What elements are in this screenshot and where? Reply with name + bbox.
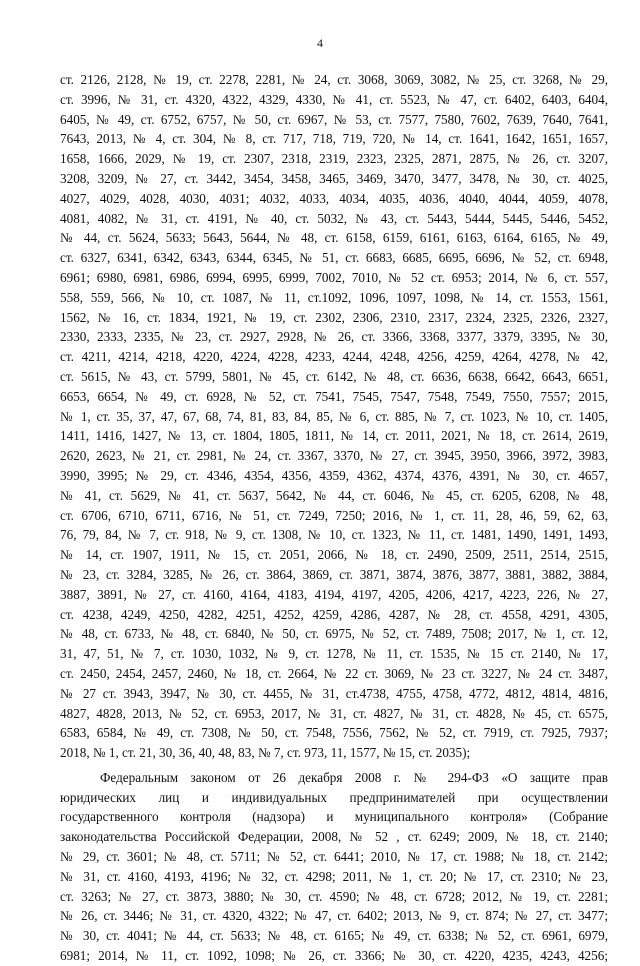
text-line: 1562, № 16, ст. 1834, 1921, № 19, ст. 2302, 2306, 2310, 2317, 2324, 2325, 2326, 2327, [60, 309, 608, 325]
text-line: 3208, 3209, № 27, ст. 3442, 3454, 3458, 3465, 3469, 3470, 3477, 3478, № 30, ст. 4025, [60, 170, 608, 186]
text-line: 6961; 6980, 6981, 6986, 6994, 6995, 6999, 7002, 7010, № 52 ст. 6953; 2014, № 6, ст. 557, [60, 269, 608, 285]
text-line: 3990, 3995; № 29, ст. 4346, 4354, 4356, 4359, 4362, 4374, 4376, 4391, № 30, ст. 4657, [60, 467, 608, 483]
text-line: 558, 559, 566, № 10, ст. 1087, № 11, ст.1092, 1096, 1097, 1098, № 14, ст. 1553, 1561, [60, 289, 608, 305]
text-line: 31, 47, 51, № 7, ст. 1030, 1032, № 9, ст. 1278, № 11, ст. 1535, № 15 ст. 2140, № 17, [60, 646, 608, 662]
text-line: № 29, ст. 3601; № 48, ст. 5711; № 52, ст. 6441; 2010, № 17, ст. 1988; № 18, ст. 2142; [60, 849, 608, 865]
text-line: 76, 79, 84, № 7, ст. 918, № 9, ст. 1308, № 10, ст. 1323, № 11, ст. 1481, 1490, 1491, 1493, [60, 527, 608, 543]
text-line: 6981; 2014, № 11, ст. 1092, 1098; № 26, ст. 3366; № 30, ст. 4220, 4235, 4243, 4256; [60, 948, 608, 964]
text-line: № 23, ст. 3284, 3285, № 26, ст. 3864, 3869, ст. 3871, 3874, 3876, 3877, 3881, 3882, 3884, [60, 566, 608, 582]
document-body [60, 70, 608, 966]
text-line: 7643, 2013, № 4, ст. 304, № 8, ст. 717, 718, 719, 720, № 14, ст. 1641, 1642, 1651, 1657, [60, 131, 608, 147]
text-line: № 31, ст. 4160, 4193, 4196; № 32, ст. 4298; 2011, № 1, ст. 20; № 17, ст. 2310; № 23, [60, 868, 608, 884]
text-line: 3887, 3891, № 27, ст. 4160, 4164, 4183, 4194, 4197, 4205, 4206, 4217, 4223, 226, № 27, [60, 586, 608, 602]
text-line: ст. 3996, № 31, ст. 4320, 4322, 4329, 4330, № 41, ст. 5523, № 47, ст. 6402, 6403, 6404, [60, 91, 608, 107]
text-line: ст. 5615, № 43, ст. 5799, 5801, № 45, ст. 6142, № 48, ст. 6636, 6638, 6642, 6643, 6651, [60, 368, 608, 384]
text-line: 4027, 4029, 4028, 4030, 4031; 4032, 4033, 4034, 4035, 4036, 4040, 4044, 4059, 4078, [60, 190, 608, 206]
text-line: 6405, № 49, ст. 6752, 6757, № 50, ст. 6967, № 53, ст. 7577, 7580, 7602, 7639, 7640, 7641, [60, 111, 608, 127]
text-line: ст. 6706, 6710, 6711, 6716, № 51, ст. 7249, 7250; 2016, № 1, ст. 11, 28, 46, 59, 62, 63, [60, 507, 608, 523]
text-line: № 1, ст. 35, 37, 47, 67, 68, 74, 81, 83, 84, 85, № 6, ст. 885, № 7, ст. 1023, № 10, ст. 1405, [60, 408, 608, 424]
text-line: ст. 2126, 2128, № 19, ст. 2278, 2281, № 24, ст. 3068, 3069, 3082, № 25, ст. 3268, № 29, [60, 72, 608, 87]
text-line: 6653, 6654, № 49, ст. 6928, № 52, ст. 7541, 7545, 7547, 7548, 7549, 7550, 7557; 2015, [60, 388, 608, 404]
text-line: № 14, ст. 1907, 1911, № 15, ст. 2051, 2066, № 18, ст. 2490, 2509, 2511, 2514, 2515, [60, 547, 608, 563]
text-line: Федеральным законом от 26 декабря 2008 г. № 294-ФЗ «О защите прав [100, 769, 608, 785]
text-line: 1658, 1666, 2029, № 19, ст. 2307, 2318, 2319, 2323, 2325, 2871, 2875, № 26, ст. 3207, [60, 151, 608, 167]
text-line: законодательства Российской Федерации, 2008, № 52 , ст. 6249; 2009, № 18, ст. 2140; [60, 829, 608, 845]
text-line: 1411, 1416, 1427, № 13, ст. 1804, 1805, 1811, № 14, ст. 2011, 2021, № 18, ст. 2614, 2619, [60, 428, 608, 444]
text-line: 2330, 2333, 2335, № 23, ст. 2927, 2928, № 26, ст. 3366, 3368, 3377, 3379, 3395, № 30, [60, 329, 608, 345]
text-line: 4827, 4828, 2013, № 52, ст. 6953, 2017, № 31, ст. 4827, № 31, ст. 4828, № 45, ст. 6575, [60, 705, 608, 721]
text-line: № 48, ст. 6733, № 48, ст. 6840, № 50, ст. 6975, № 52, ст. 7489, 7508; 2017, № 1, ст. 12, [60, 626, 608, 642]
text-line: 2620, 2623, № 21, ст. 2981, № 24, ст. 3367, 3370, № 27, ст. 3945, 3950, 3966, 3972, 3983, [60, 448, 608, 464]
text-line: № 27 ст. 3943, 3947, № 30, ст. 4455, № 31, ст.4738, 4755, 4758, 4772, 4812, 4814, 4816, [60, 685, 608, 701]
text-line: 2018, № 1, ст. 21, 30, 36, 40, 48, 83, № 7, ст. 973, 11, 1577, № 15, ст. 2035); [60, 745, 471, 761]
text-line: № 41, ст. 5629, № 41, ст. 5637, 5642, № 44, ст. 6046, № 45, ст. 6205, 6208, № 48, [60, 487, 608, 503]
text-line: 6583, 6584, № 49, ст. 7308, № 50, ст. 7548, 7556, 7562, № 52, ст. 7919, ст. 7925, 7937; [60, 725, 608, 741]
text-line: ст. 4211, 4214, 4218, 4220, 4224, 4228, 4233, 4244, 4248, 4256, 4259, 4264, 4278, № 42, [60, 349, 608, 365]
text-line: ст. 2450, 2454, 2457, 2460, № 18, ст. 2664, № 22 ст. 3069, № 23 ст. 3227, № 24 ст. 3487, [60, 665, 608, 681]
text-line: ст. 6327, 6341, 6342, 6343, 6344, 6345, № 51, ст. 6683, 6685, 6695, 6696, № 52, ст. 6948, [60, 250, 608, 266]
text-line: юридических лиц и индивидуальных предпринимателей при осуществлении [60, 789, 608, 805]
text-line: ст. 3263; № 27, ст. 3873, 3880; № 30, ст. 4590; № 48, ст. 6728; 2012, № 19, ст. 2281; [60, 888, 608, 904]
text-line: № 44, ст. 5624, 5633; 5643, 5644, № 48, ст. 6158, 6159, 6161, 6163, 6164, 6165, № 49, [60, 230, 608, 246]
text-line: 4081, 4082, № 31, ст. 4191, № 40, ст. 5032, № 43, ст. 5443, 5444, 5445, 5446, 5452, [60, 210, 608, 226]
page-number: 4 [317, 36, 323, 50]
text-line: ст. 4238, 4249, 4250, 4282, 4251, 4252, 4259, 4286, 4287, № 28, ст. 4558, 4291, 4305, [60, 606, 608, 622]
text-line: государственного контроля (надзора) и муниципального контроля» (Собрание [60, 809, 608, 825]
text-line: № 30, ст. 4041; № 44, ст. 5633; № 48, ст. 6165; № 49, ст. 6338; № 52, ст. 6961, 6979, [60, 928, 608, 944]
text-line: № 26, ст. 3446; № 31, ст. 4320, 4322; № 47, ст. 6402; 2013, № 9, ст. 874; № 27, ст. 3477; [60, 908, 608, 924]
